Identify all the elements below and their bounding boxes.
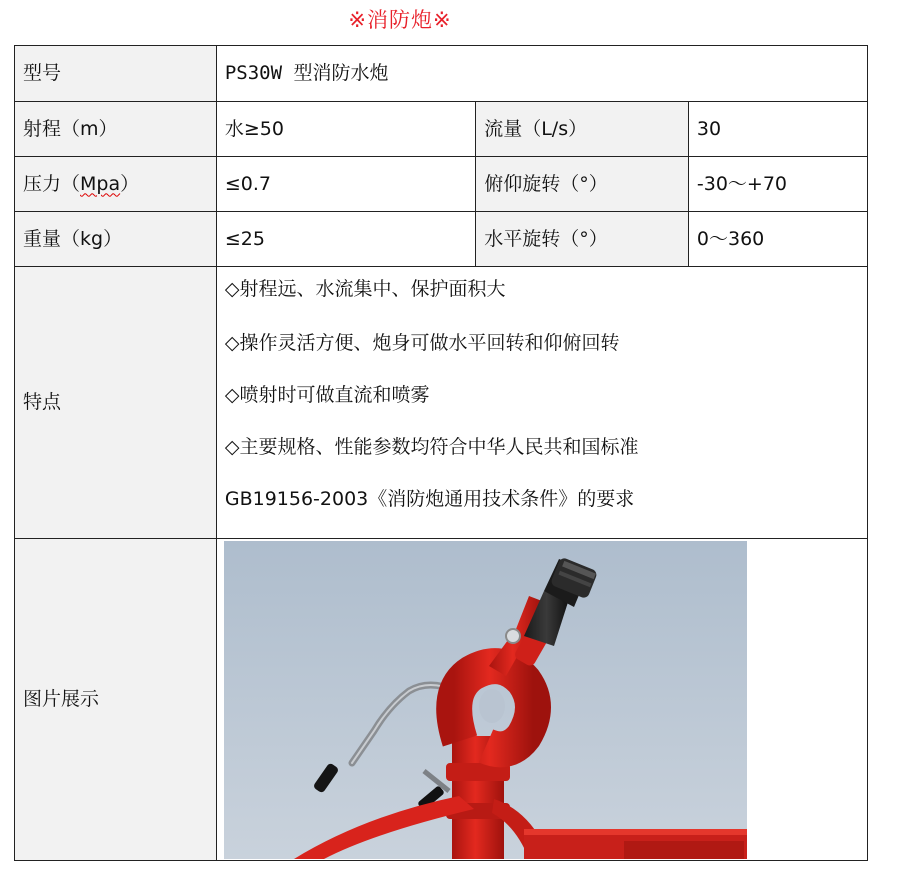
feature-item: ◇操作灵活方便、炮身可做水平回转和仰俯回转 bbox=[224, 332, 620, 354]
pitch-value: -30～+70 bbox=[688, 157, 867, 212]
pressure-label bbox=[15, 157, 217, 212]
pressure-label-suffix: ） bbox=[120, 172, 140, 195]
weight-value: ≤25 bbox=[216, 212, 475, 267]
horizontal-label: 水平旋转（°） bbox=[476, 212, 689, 267]
photo-label: 图片展示 bbox=[15, 539, 217, 861]
pitch-label: 俯仰旋转（°） bbox=[476, 157, 689, 212]
weight-label: 重量（kg） bbox=[15, 212, 217, 267]
spec-table bbox=[14, 45, 868, 861]
feature-item: ◇射程远、水流集中、保护面积大 bbox=[224, 278, 506, 300]
range-label: 射程（m） bbox=[15, 102, 217, 157]
pressure-label-prefix: 压力（ bbox=[23, 172, 81, 195]
flow-label: 流量（L/s） bbox=[476, 102, 689, 157]
table-row-pressure bbox=[15, 157, 868, 212]
table-row-range bbox=[15, 102, 868, 157]
feature-item: ◇主要规格、性能参数均符合中华人民共和国标准 bbox=[224, 436, 639, 458]
table-row-photo bbox=[15, 539, 868, 861]
table-row-weight bbox=[15, 212, 868, 267]
features-list bbox=[216, 267, 867, 539]
feature-item: GB19156-2003《消防炮通用技术条件》的要求 bbox=[224, 488, 635, 510]
pressure-value: ≤0.7 bbox=[216, 157, 475, 212]
table-row-features bbox=[15, 267, 868, 539]
horizontal-value: 0～360 bbox=[688, 212, 867, 267]
feature-item: ◇喷射时可做直流和喷雾 bbox=[224, 384, 430, 406]
fire-cannon-photo bbox=[224, 541, 747, 859]
photo-cell bbox=[216, 539, 867, 861]
features-label: 特点 bbox=[15, 267, 217, 539]
pressure-label-unit: Mpa bbox=[80, 172, 121, 195]
page-title: ※消防炮※ bbox=[348, 8, 452, 32]
flow-value: 30 bbox=[688, 102, 867, 157]
range-value: 水≥50 bbox=[216, 102, 475, 157]
model-value: PS30W 型消防水炮 bbox=[216, 46, 867, 102]
model-label: 型号 bbox=[15, 46, 217, 102]
table-row-model bbox=[15, 46, 868, 102]
